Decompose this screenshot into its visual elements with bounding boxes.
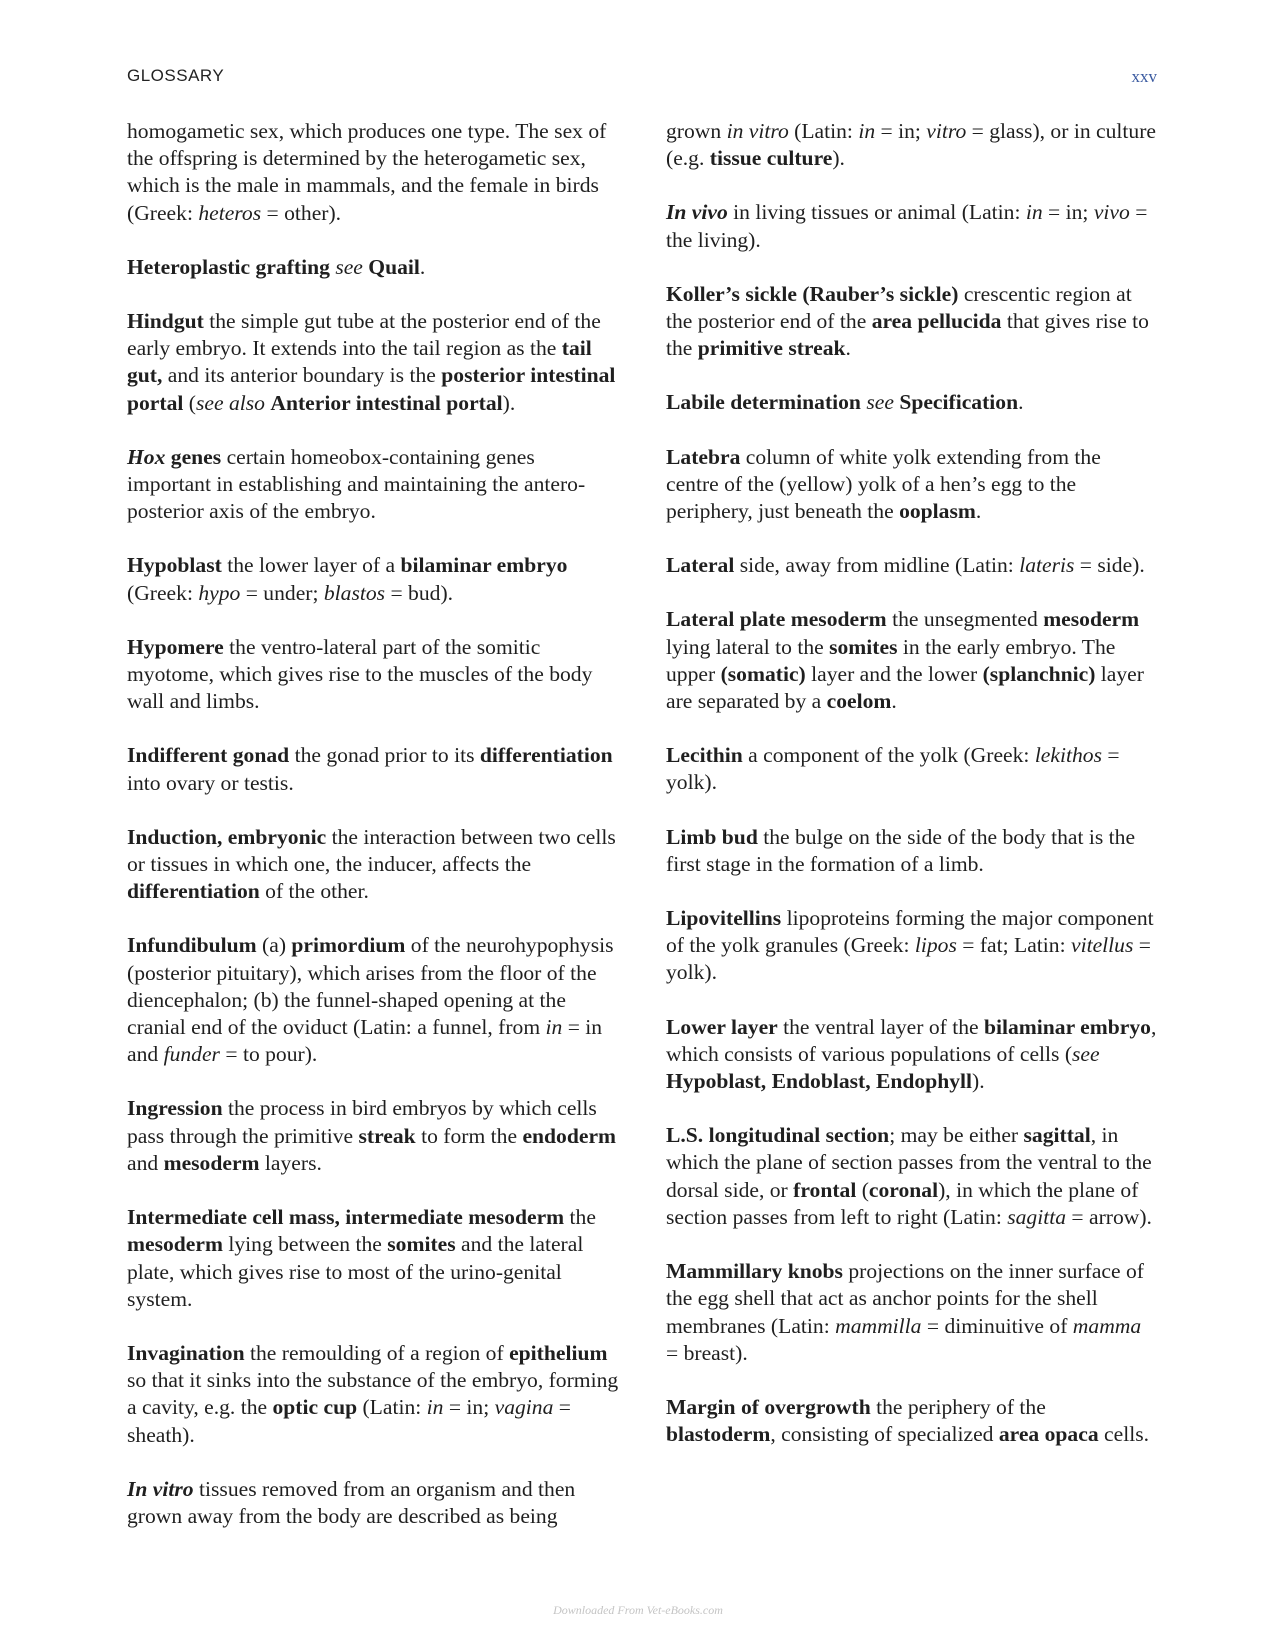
glossary-term-text: genes: [165, 444, 222, 469]
glossary-entry: [127, 308, 619, 417]
italic-text: in vitro: [726, 119, 789, 143]
definition-text: projections on the inner surface of the egg shell that act as anchor points for the shell membranes (Latin:: [666, 1259, 1144, 1338]
definition-text: = sheath).: [127, 1395, 571, 1447]
glossary-term-text: In vivo: [666, 200, 728, 225]
italic-text: heteros: [198, 200, 262, 225]
glossary-entry: [127, 1095, 619, 1177]
definition-text: ).: [832, 146, 845, 171]
definition-text: lying between the: [222, 1232, 388, 1257]
glossary-term-text: L.S. longitudinal section: [666, 1123, 890, 1148]
definition-text: (Latin:: [357, 1395, 427, 1420]
glossary-entry: [666, 742, 1158, 796]
definition-text: of the neurohypophysis (posterior pituitary), which arises from the floor of the diencephalon; (b) the funnel-shaped opening at the cranial end of the oviduct (Latin: a funnel, from: [127, 933, 614, 1040]
glossary-entry: [666, 389, 1158, 416]
glossary-term-text: endoderm: [522, 1123, 617, 1148]
definition-text: cells.: [1098, 1422, 1149, 1447]
italic-text: see also: [195, 390, 265, 415]
glossary-term-text: Lipovitellins: [666, 906, 782, 931]
glossary-entry: [666, 1122, 1158, 1231]
definition-text: certain homeobox-containing genes important in establishing and maintaining the antero-posterior axis of the embryo.: [127, 444, 586, 524]
definition-text: ).: [502, 390, 516, 415]
definition-text: in the early embryo. The upper: [666, 634, 1116, 686]
glossary-term-text: bilaminar embryo: [400, 553, 568, 578]
page-number: xxv: [1131, 67, 1157, 86]
glossary-term-text: Lower layer: [666, 1014, 778, 1039]
definition-text: side, away from midline (Latin:: [734, 553, 1020, 578]
glossary-term-text: Mammillary knobs: [666, 1259, 843, 1284]
glossary-entry: [127, 932, 619, 1068]
italic-text: vitro: [926, 119, 967, 143]
italic-text: vitellus: [1070, 933, 1134, 958]
definition-text: that gives rise to the: [666, 309, 1149, 361]
glossary-entry: [666, 1394, 1158, 1448]
definition-text: of the other.: [259, 879, 369, 904]
definition-text: the periphery of the: [870, 1394, 1046, 1419]
definition-text: to form the: [415, 1123, 523, 1148]
running-head: [127, 66, 1157, 90]
definition-text: homogametic sex, which produces one type. The sex of the offspring is determined by the heterogametic sex, which is the male in mammals, and the female in birds (Greek:: [127, 119, 607, 225]
glossary-term-text: Lecithin: [666, 743, 743, 768]
definition-text: the process in bird embryos by which cells pass through the primitive: [127, 1096, 597, 1148]
glossary-entry: [127, 1476, 619, 1530]
glossary-term-text: mesoderm: [127, 1232, 223, 1257]
glossary-term-text: Indifferent gonad: [127, 743, 290, 768]
glossary-term-text: somites: [829, 634, 898, 659]
definition-text: the remoulding of a region of: [244, 1340, 510, 1365]
glossary-term-text: area pellucida: [871, 309, 1002, 334]
definition-text: column of white yolk extending from the centre of the (yellow) yolk of a hen’s egg to the periphery, just beneath the: [666, 444, 1101, 524]
definition-text: = in;: [443, 1395, 495, 1420]
definition-text: = arrow).: [1066, 1204, 1152, 1229]
definition-text: tissues removed from an organism and then grown away from the body are described as being: [127, 1476, 576, 1528]
italic-text: in: [858, 119, 876, 143]
definition-text: = glass), or in culture (e.g.: [666, 119, 1156, 171]
glossary-term-text: Induction, embryonic: [127, 824, 327, 849]
glossary-term-text: Hypomere: [127, 634, 224, 659]
glossary-term-text: frontal: [793, 1177, 857, 1202]
glossary-column-left: [127, 118, 619, 1530]
definition-text: the: [564, 1205, 596, 1230]
glossary-entry: [127, 1340, 619, 1449]
definition-text: so that it sinks into the substance of the embryo, forming a cavity, e.g. the: [127, 1368, 619, 1420]
glossary-term-text: bilaminar embryo: [983, 1014, 1151, 1039]
glossary-entry: [666, 824, 1158, 878]
glossary-term-text: blastoderm: [666, 1422, 771, 1447]
definition-text: lying lateral to the: [666, 634, 830, 659]
definition-text: ).: [972, 1069, 985, 1094]
glossary-term-text: Hypoblast, Endoblast, Endophyll: [666, 1069, 973, 1094]
glossary-entry: [666, 606, 1158, 715]
glossary-entry: [666, 199, 1158, 253]
glossary-term-text: Latebra: [666, 444, 741, 469]
definition-text: .: [845, 336, 851, 361]
definition-text: , in which the plane of section passes from the ventral to the dorsal side, or: [666, 1123, 1152, 1202]
italic-text: in: [545, 1015, 563, 1040]
glossary-term-text: sagittal: [1023, 1123, 1091, 1148]
italic-text: lateris: [1019, 553, 1075, 578]
italic-text: blastos: [323, 580, 386, 605]
definition-text: ; may be either: [889, 1123, 1024, 1148]
definition-text: and: [127, 1150, 164, 1175]
glossary-term-text: Invagination: [127, 1340, 245, 1365]
italic-text: sagitta: [1007, 1204, 1067, 1229]
definition-text: into ovary or testis.: [127, 770, 294, 795]
glossary-term-text: Hindgut: [127, 309, 204, 334]
definition-text: = yolk).: [666, 743, 1120, 795]
glossary-entry: [666, 281, 1158, 363]
glossary-term-text: primordium: [291, 933, 406, 958]
definition-text: = side).: [1074, 553, 1145, 578]
definition-text: = under;: [240, 580, 324, 605]
glossary-term-text: Intermediate cell mass, intermediate mesoderm: [127, 1205, 565, 1230]
definition-text: = breast).: [666, 1340, 748, 1365]
glossary-term-text: (somatic): [720, 661, 806, 686]
glossary-entry: [127, 552, 619, 606]
definition-text: , consisting of specialized: [770, 1422, 999, 1447]
glossary-term-text: Infundibulum: [127, 933, 257, 958]
definition-text: = the living).: [666, 200, 1148, 252]
glossary-entry: [127, 254, 619, 281]
definition-text: crescentic region at the posterior end of the: [666, 281, 1132, 334]
definition-text: and the lateral plate, which gives rise to most of the urino-genital system.: [127, 1232, 584, 1311]
italic-text: vivo: [1093, 200, 1130, 225]
definition-text: = yolk).: [666, 933, 1151, 985]
definition-text: .: [891, 689, 897, 714]
italic-text: in: [426, 1395, 444, 1420]
definition-text: (: [856, 1177, 869, 1202]
glossary-term-text: Margin of overgrowth: [666, 1394, 871, 1419]
definition-text: .: [975, 499, 982, 524]
definition-text: (Greek:: [127, 580, 199, 605]
definition-text: grown: [666, 119, 727, 143]
definition-text: layer are separated by a: [666, 661, 1144, 714]
definition-text: (a): [256, 933, 292, 958]
glossary-term-text: Lateral: [666, 553, 735, 578]
glossary-term-text: differentiation: [127, 879, 260, 904]
definition-text: = in and: [127, 1015, 603, 1067]
definition-text: = bud).: [385, 580, 454, 605]
glossary-term-text: Ingression: [127, 1096, 223, 1121]
glossary-term-text: streak: [358, 1123, 416, 1148]
glossary-entry: [666, 905, 1158, 987]
italic-text: in: [1025, 200, 1043, 225]
glossary-entry: [666, 444, 1158, 526]
glossary-entry: [127, 444, 619, 526]
definition-text: the simple gut tube at the posterior end of the early embryo. It extends into the tail region as the: [127, 309, 601, 361]
definition-text: layers.: [259, 1150, 322, 1175]
definition-text: , which consists of various populations of cells (: [666, 1014, 1157, 1066]
definition-text: the unsegmented: [886, 607, 1044, 632]
glossary-term-text: Labile determination: [666, 390, 861, 415]
glossary-entry: [127, 118, 619, 227]
glossary-term-text: (splanchnic): [982, 661, 1096, 686]
glossary-term-text: Specification: [899, 390, 1019, 415]
glossary-entry: [127, 742, 619, 796]
glossary-term-text: area opaca: [998, 1422, 1099, 1447]
definition-text: lipoproteins forming the major component of the yolk granules (Greek:: [666, 906, 1154, 958]
definition-text: = fat; Latin:: [956, 933, 1071, 958]
glossary-term-text: Anterior intestinal portal: [270, 390, 503, 415]
download-watermark: Downloaded From Vet-eBooks.com: [553, 1603, 723, 1617]
definition-text: = in;: [875, 119, 927, 143]
glossary-term-text: epithelium: [509, 1340, 608, 1365]
glossary-term-text: primitive streak: [697, 336, 846, 361]
running-title: GLOSSARY: [127, 66, 225, 85]
glossary-term-text: tissue culture: [709, 146, 833, 171]
italic-text: mamma: [1072, 1313, 1142, 1338]
italic-text: mammilla: [835, 1313, 922, 1338]
glossary-term-text: In vitro: [127, 1476, 194, 1501]
glossary-term-text: mesoderm: [163, 1150, 260, 1175]
glossary-entry: [127, 824, 619, 906]
glossary-term-text: Hox: [127, 444, 166, 469]
definition-text: layer and the lower: [805, 661, 983, 686]
glossary-term-text: Hypoblast: [127, 553, 222, 578]
definition-text: = to pour).: [219, 1042, 318, 1067]
glossary-column-right: [666, 118, 1158, 1448]
definition-text: ), in which the plane of section passes from left to right (Latin:: [666, 1177, 1139, 1229]
glossary-entry: [666, 118, 1158, 172]
glossary-term-text: differentiation: [479, 743, 613, 768]
glossary-entry: [666, 552, 1158, 579]
italic-text: see: [335, 254, 363, 279]
definition-text: the gonad prior to its: [289, 743, 480, 768]
italic-text: see: [866, 390, 894, 415]
glossary-entry: [666, 1014, 1158, 1096]
glossary-term-text: ooplasm: [899, 499, 976, 524]
definition-text: .: [1018, 390, 1024, 415]
glossary-term-text: tail gut,: [127, 336, 592, 388]
glossary-term-text: Lateral plate mesoderm: [666, 607, 887, 632]
glossary-term-text: mesoderm: [1043, 607, 1140, 632]
definition-text: the bulge on the side of the body that is the first stage in the formation of a limb.: [666, 824, 1136, 876]
glossary-term-text: somites: [387, 1232, 456, 1257]
definition-text: a component of the yolk (Greek:: [742, 743, 1035, 768]
definition-text: .: [419, 254, 426, 279]
glossary-entry: [127, 634, 619, 716]
definition-text: and its anterior boundary is the: [162, 363, 442, 388]
glossary-term-text: Heteroplastic grafting: [127, 254, 330, 279]
italic-text: funder: [163, 1042, 220, 1067]
glossary-entry: [666, 1258, 1158, 1367]
glossary-term-text: coronal: [868, 1177, 939, 1202]
definition-text: = in;: [1042, 200, 1094, 225]
italic-text: lipos: [914, 933, 957, 958]
glossary-term-text: Koller’s sickle (Rauber’s sickle): [666, 281, 959, 306]
definition-text: the interaction between two cells or tissues in which one, the inducer, affects the: [127, 824, 616, 877]
glossary-term-text: Quail: [368, 254, 420, 279]
definition-text: (Latin:: [788, 119, 859, 143]
definition-text: in living tissues or animal (Latin:: [727, 200, 1026, 225]
italic-text: hypo: [198, 580, 241, 605]
glossary-term-text: optic cup: [272, 1395, 358, 1420]
definition-text: the lower layer of a: [221, 553, 401, 578]
italic-text: vagina: [494, 1395, 554, 1420]
italic-text: lekithos: [1034, 743, 1102, 768]
glossary-entry: [127, 1204, 619, 1313]
glossary-term-text: coelom: [826, 689, 892, 714]
definition-text: = diminuitive of: [921, 1313, 1073, 1338]
glossary-term-text: posterior intestinal portal: [127, 363, 616, 415]
definition-text: = other).: [261, 200, 342, 225]
definition-text: the ventral layer of the: [777, 1014, 984, 1039]
italic-text: see: [1072, 1041, 1100, 1066]
glossary-term-text: Limb bud: [666, 824, 758, 849]
definition-text: (: [183, 390, 196, 415]
definition-text: the ventro-lateral part of the somitic myotome, which gives rise to the muscles of the body wall and limbs.: [127, 634, 593, 714]
